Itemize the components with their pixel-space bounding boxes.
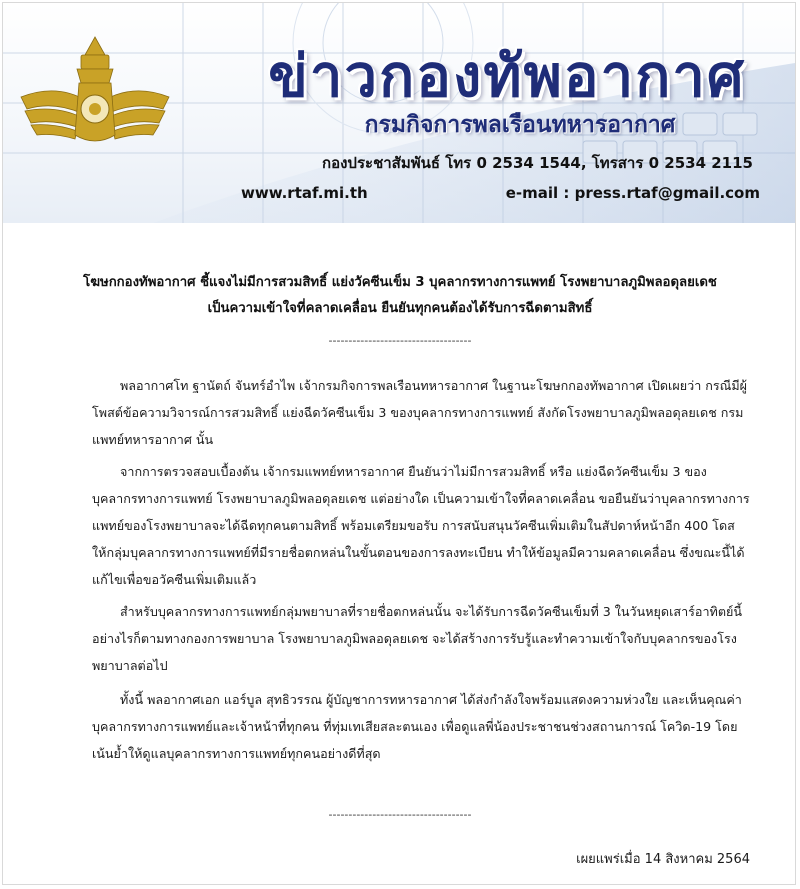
news-banner bbox=[3, 3, 795, 223]
headline-line-1: โฆษกกองทัพอากาศ ชี้แจงไม่มีการสวมสิทธิ์ แย่งวัคซีนเข็ม 3 บุคลากรทางการแพทย์ โรงพยาบาลภูมิพลอดุลยเดช bbox=[83, 275, 717, 290]
publish-date: เผยแพร่เมื่อ 14 สิงหาคม 2564 bbox=[576, 852, 750, 867]
contact-info: กองประชาสัมพันธ์ โทร 0 2534 1544, โทรสาร 0 2534 2115 bbox=[322, 154, 753, 172]
paragraph-2: จากการตรวจสอบเบื้องต้น เจ้ากรมแพทย์ทหารอากาศ ยืนยันว่าไม่มีการสวมสิทธิ์ หรือ แย่งฉีดวัคซีนเข็ม 3 ของบุคลากรทางการแพทย์ โรงพยาบาลภูมิพลอดุลยเดช แต่อย่างใด เป็นความเข้าใจที่คลาดเคลื่อน ขอยืนยันว่าบุคลากรทางการแพทย์ของโรงพยาบาลจะได้ฉีดทุกคนตามสิทธิ์ พร้อมเตรียมขอรับ การสนับสนุนวัคซีนเพิ่มเติมในสัปดาห์หน้าอีก 400 โดส ให้กลุ่มบุคลากรทางการแพทย์ที่มีรายชื่อตกหล่นในขั้นตอนของการลงทะเบียน ทำให้ข้อมูลมีความคลาดเคลื่อน ซึ่งขณะนี้ได้แก้ไขเพื่อขอวัคซีนเพิ่มเติมแล้ว bbox=[92, 464, 750, 587]
website-link[interactable]: www.rtaf.mi.th bbox=[241, 184, 368, 202]
top-divider: ------------------------------------ bbox=[328, 334, 472, 347]
headline-line-2: เป็นความเข้าใจที่คลาดเคลื่อน ยืนยันทุกคนต้องได้รับการฉีดตามสิทธิ์ bbox=[207, 301, 593, 316]
email-address[interactable]: e-mail : press.rtaf@gmail.com bbox=[505, 184, 760, 202]
paragraph-4: ทั้งนี้ พลอากาศเอก แอร์บูล สุทธิวรรณ ผู้บัญชาการทหารอากาศ ได้ส่งกำลังใจพร้อมแสดงความห่วงใย และเห็นคุณค่าบุคลากรทางการแพทย์และเจ้าหน้าที่ทุกคน ที่ทุ่มเทเสียสละตนเอง เพื่อดูแลพี่น้องประชาชนช่วงสถานการณ์ โควิด-19 โดยเน้นย้ำให้ดูแลบุคลากรทางการแพทย์ทุกคนอย่างดีที่สุด bbox=[92, 692, 742, 761]
paragraph-1: พลอากาศโท ฐานัตถ์ จันทร์อำไพ เจ้ากรมกิจการพลเรือนทหารอากาศ ในฐานะโฆษกกองทัพอากาศ เปิดเผยว่า กรณีมีผู้โพสต์ข้อความวิจารณ์การสวมสิทธิ์ แย่งฉีดวัคซีนเข็ม 3 ของบุคลากรทางการแพทย์ สังกัดโรงพยาบาลภูมิพลอดุลยเดช กรมแพทย์ทหารอากาศ นั้น bbox=[92, 378, 748, 447]
article-headline bbox=[40, 270, 760, 322]
banner-title: ข่าวกองทัพอากาศ bbox=[268, 42, 746, 110]
paragraph-3: สำหรับบุคลากรทางการแพทย์กลุ่มพยาบาลที่รายชื่อตกหล่นนั้น จะได้รับการฉีดวัคซีนเข็มที่ 3 ในวันหยุดเสาร์อาทิตย์นี้ อย่างไรก็ตามทางกองการพยาบาล โรงพยาบาลภูมิพลอดุลยเดช จะได้สร้างการรับรู้และทำความเข้าใจกับบุคลากรของโรงพยาบาลต่อไป bbox=[92, 604, 743, 673]
rtaf-emblem-icon bbox=[17, 35, 173, 153]
bottom-divider: ------------------------------------ bbox=[328, 808, 472, 821]
banner-subtitle: กรมกิจการพลเรือนทหารอากาศ bbox=[364, 111, 676, 138]
